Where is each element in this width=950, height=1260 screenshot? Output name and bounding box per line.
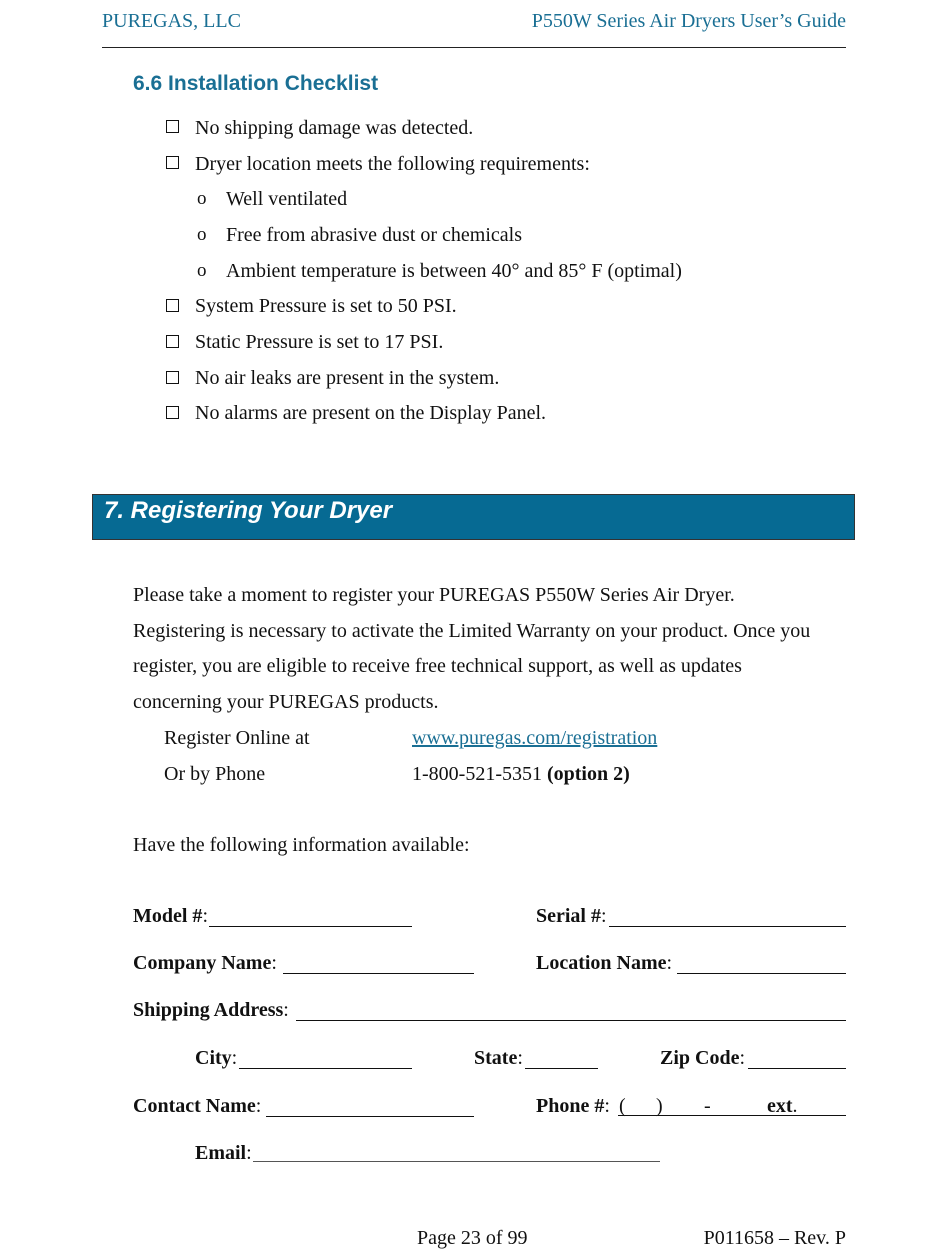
register-phone-label: Or by Phone bbox=[164, 763, 266, 785]
email-line[interactable] bbox=[253, 1161, 660, 1162]
state-label: State: bbox=[474, 1047, 523, 1069]
paragraph-line: Registering is necessary to activate the Limited Warranty on your product. Once you bbox=[133, 620, 811, 642]
register-online-label: Register Online at bbox=[164, 727, 310, 749]
page-number: Page 23 of 99 bbox=[417, 1227, 528, 1249]
checkbox-icon[interactable] bbox=[166, 371, 179, 384]
info-prompt: Have the following information available: bbox=[133, 834, 470, 856]
section-heading-bar bbox=[92, 494, 855, 540]
paragraph-line: Please take a moment to register your PUREGAS P550W Series Air Dryer. bbox=[133, 584, 735, 606]
location-name-label: Location Name: bbox=[536, 952, 673, 974]
state-line[interactable] bbox=[525, 1068, 598, 1069]
checklist-subitem: Well ventilated bbox=[226, 188, 348, 210]
email-label: Email: bbox=[195, 1142, 252, 1164]
checklist-subitem: Ambient temperature is between 40° and 85° F (optimal) bbox=[226, 260, 682, 282]
city-label: City: bbox=[195, 1047, 238, 1069]
shipping-address-label: Shipping Address: bbox=[133, 999, 289, 1021]
checklist-subitem: Free from abrasive dust or chemicals bbox=[226, 224, 523, 246]
document-number: P011658 – Rev. P bbox=[703, 1227, 846, 1249]
checklist-item: System Pressure is set to 50 PSI. bbox=[195, 295, 457, 317]
phone-field-label: Phone #: bbox=[536, 1095, 610, 1117]
header-company: PUREGAS, LLC bbox=[102, 10, 241, 32]
phone-ext-label: ext. bbox=[767, 1095, 798, 1117]
checkbox-icon[interactable] bbox=[166, 120, 179, 133]
company-name-line[interactable] bbox=[283, 973, 474, 974]
checkbox-icon[interactable] bbox=[166, 406, 179, 419]
shipping-address-line[interactable] bbox=[296, 1020, 846, 1021]
phone-option: (option 2) bbox=[546, 763, 630, 785]
header-guide-title: P550W Series Air Dryers User’s Guide bbox=[531, 10, 846, 32]
phone-paren-open: ( bbox=[619, 1095, 626, 1117]
sub-bullet-icon: o bbox=[197, 188, 207, 209]
checkbox-icon[interactable] bbox=[166, 299, 179, 312]
model-field-label: Model #: bbox=[133, 905, 208, 927]
contact-name-label: Contact Name: bbox=[133, 1095, 262, 1117]
city-line[interactable] bbox=[239, 1068, 412, 1069]
checklist-item: Dryer location meets the following requirements: bbox=[195, 153, 590, 175]
registration-link[interactable]: www.puregas.com/registration bbox=[412, 727, 658, 749]
sub-bullet-icon: o bbox=[197, 224, 207, 245]
serial-field-label: Serial #: bbox=[536, 905, 607, 927]
model-field-line[interactable] bbox=[209, 926, 412, 927]
checklist-item: No shipping damage was detected. bbox=[195, 117, 474, 139]
zip-code-label: Zip Code: bbox=[660, 1047, 746, 1069]
paragraph-line: register, you are eligible to receive free technical support, as well as updates bbox=[133, 655, 742, 677]
phone-dash: - bbox=[704, 1095, 711, 1117]
company-name-label: Company Name: bbox=[133, 952, 277, 974]
section-title: 7. Registering Your Dryer bbox=[104, 497, 393, 524]
checkbox-icon[interactable] bbox=[166, 335, 179, 348]
checklist-heading: 6.6 Installation Checklist bbox=[133, 72, 379, 95]
register-phone bbox=[412, 762, 630, 786]
header-divider bbox=[102, 47, 846, 48]
checklist-item: Static Pressure is set to 17 PSI. bbox=[195, 331, 444, 353]
phone-field-line[interactable] bbox=[618, 1115, 846, 1116]
phone-number: 1-800-521-5351 bbox=[412, 763, 542, 785]
contact-name-line[interactable] bbox=[266, 1116, 474, 1117]
zip-code-line[interactable] bbox=[748, 1068, 846, 1069]
checklist-item: No alarms are present on the Display Panel. bbox=[195, 402, 547, 424]
phone-paren-close: ) bbox=[656, 1095, 663, 1117]
checkbox-icon[interactable] bbox=[166, 156, 179, 169]
serial-field-line[interactable] bbox=[609, 926, 846, 927]
location-name-line[interactable] bbox=[677, 973, 846, 974]
checklist-item: No air leaks are present in the system. bbox=[195, 367, 500, 389]
sub-bullet-icon: o bbox=[197, 260, 207, 281]
paragraph-line: concerning your PUREGAS products. bbox=[133, 691, 439, 713]
